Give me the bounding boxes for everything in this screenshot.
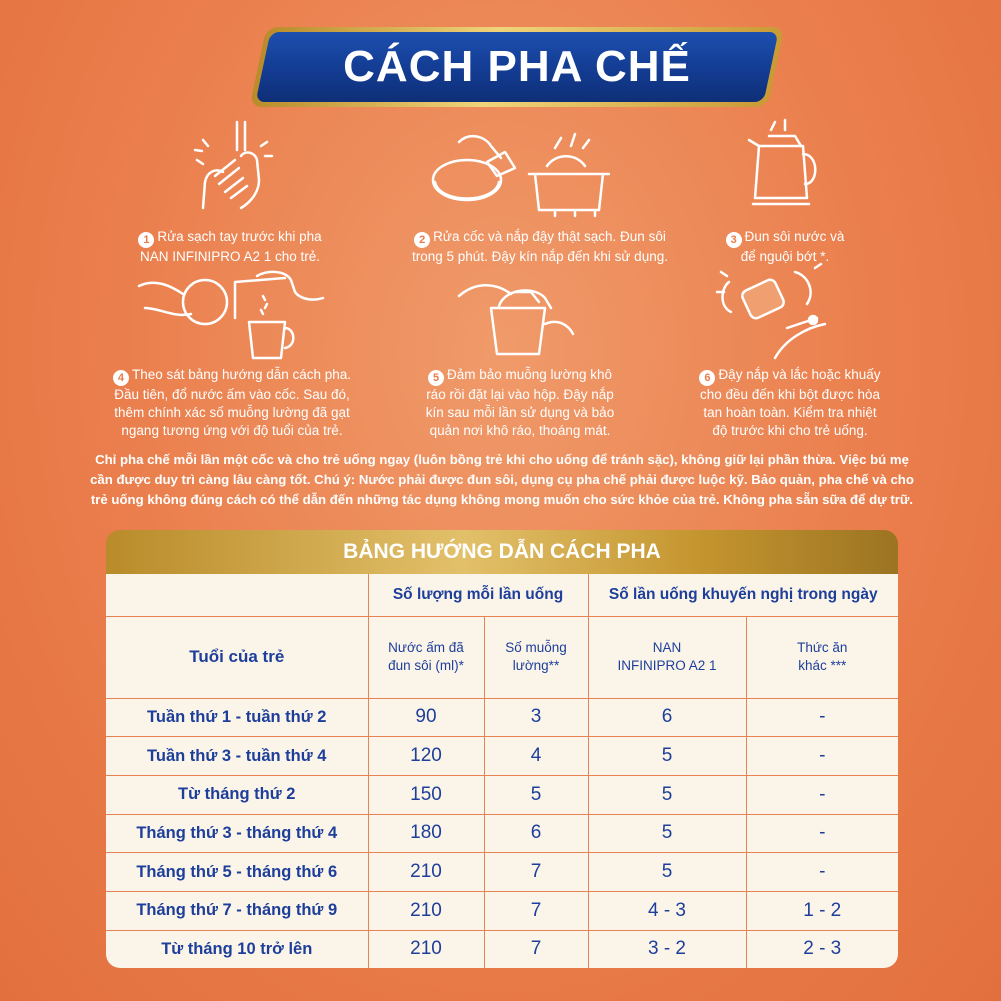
row-water: 150 <box>368 775 484 814</box>
row-scoops: 7 <box>484 891 588 930</box>
step-1-text: 1 Rửa sạch tay trước khi pha NAN INFINIPRO A2 1 cho trẻ. <box>139 229 322 264</box>
note-line-3: trẻ uống không đúng cách có thể dẫn đến những tác dụng không mong muốn cho sức khỏe của trẻ. Không pha sẵn sữa để dự trữ. <box>90 492 914 507</box>
step-4-text: 4 Theo sát bảng hướng dẫn cách pha. Đầu tiên, đổ nước ấm vào cốc. Sau đó, thêm chính xác số muỗng lường đã gạt ngang tương ứng với độ tuổi của trẻ. <box>114 367 352 438</box>
header-nan: NAN INFINIPRO A2 1 <box>588 616 746 698</box>
header-age: Tuổi của trẻ <box>106 616 368 698</box>
row-water: 210 <box>368 891 484 930</box>
row-scoops: 5 <box>484 775 588 814</box>
row-other: - <box>746 814 898 853</box>
row-age: Tuần thứ 3 - tuần thứ 4 <box>106 737 368 776</box>
row-other: - <box>746 698 898 737</box>
row-nan: 4 - 3 <box>588 891 746 930</box>
row-water: 120 <box>368 737 484 776</box>
shake-bottle-icon <box>715 262 840 362</box>
row-nan: 3 - 2 <box>588 930 746 968</box>
row-age: Tháng thứ 7 - tháng thứ 9 <box>106 891 368 930</box>
row-scoops: 4 <box>484 737 588 776</box>
row-nan: 5 <box>588 814 746 853</box>
preparation-note <box>60 450 944 510</box>
row-other: 1 - 2 <box>746 891 898 930</box>
row-other: - <box>746 853 898 892</box>
header-feedings-per-day: Số lần uống khuyến nghị trong ngày <box>588 574 898 616</box>
close-lid-icon <box>455 268 575 358</box>
table-row <box>106 930 898 968</box>
table-row <box>106 853 898 892</box>
row-age: Tháng thứ 3 - tháng thứ 4 <box>106 814 368 853</box>
table-row <box>106 814 898 853</box>
row-nan: 5 <box>588 853 746 892</box>
table-row <box>106 775 898 814</box>
row-water: 210 <box>368 853 484 892</box>
row-nan: 6 <box>588 698 746 737</box>
header-water: Nước ấm đã đun sôi (ml)* <box>368 616 484 698</box>
hand-wash-icon <box>185 120 285 220</box>
step-5-text: 5 Đảm bảo muỗng lường khô ráo rồi đặt lại vào hộp. Đậy nắp kín sau mỗi lần sử dụng và bảo quản nơi khô ráo, thoáng mát. <box>425 367 615 438</box>
row-nan: 5 <box>588 737 746 776</box>
note-line-1: Chỉ pha chế mỗi lần một cốc và cho trẻ uống ngay (luôn bồng trẻ khi cho uống để tránh sặc), không giữ lại phần thừa. Việc bú mẹ <box>95 452 909 467</box>
row-other: - <box>746 737 898 776</box>
row-scoops: 6 <box>484 814 588 853</box>
table-row <box>106 737 898 776</box>
row-scoops: 7 <box>484 853 588 892</box>
row-nan: 5 <box>588 775 746 814</box>
row-water: 210 <box>368 930 484 968</box>
table-row <box>106 891 898 930</box>
row-scoops: 3 <box>484 698 588 737</box>
row-age: Từ tháng thứ 2 <box>106 775 368 814</box>
step-2-text: 2 Rửa cốc và nắp đậy thật sạch. Đun sôi trong 5 phút. Đậy kín nắp đến khi sử dụng. <box>412 229 668 264</box>
header-scoops: Số muỗng lường** <box>484 616 588 698</box>
row-scoops: 7 <box>484 930 588 968</box>
note-line-2: cần được duy trì càng lâu càng tốt. Chú ý: Nước phải được đun sôi, dụng cụ pha chế phải được luộc kỹ. Bảo quản, pha chế và cho <box>90 472 914 487</box>
table-title: BẢNG HƯỚNG DẪN CÁCH PHA <box>106 530 898 574</box>
table-blank-header <box>106 574 368 616</box>
page-title: CÁCH PHA CHẾ <box>343 42 691 91</box>
boil-cup-icon <box>425 118 610 218</box>
table-row <box>106 698 898 737</box>
step-3-text: 3 Đun sôi nước và để nguội bớt *. <box>710 228 860 266</box>
mixing-table <box>106 574 898 968</box>
row-other: - <box>746 775 898 814</box>
row-water: 90 <box>368 698 484 737</box>
header-amount-per-feeding: Số lượng mỗi lần uống <box>368 574 588 616</box>
row-age: Tháng thứ 5 - tháng thứ 6 <box>106 853 368 892</box>
row-age: Tuần thứ 1 - tuần thứ 2 <box>106 698 368 737</box>
pour-powder-icon <box>135 268 335 363</box>
kettle-icon <box>745 118 825 208</box>
header-other-food: Thức ăn khác *** <box>746 616 898 698</box>
row-age: Từ tháng 10 trở lên <box>106 930 368 968</box>
step-6-text: 6 Đậy nắp và lắc hoặc khuấy cho đều đến khi bột được hòa tan hoàn toàn. Kiểm tra nhiệt độ trước khi cho trẻ uống. <box>699 367 881 438</box>
row-other: 2 - 3 <box>746 930 898 968</box>
row-water: 180 <box>368 814 484 853</box>
